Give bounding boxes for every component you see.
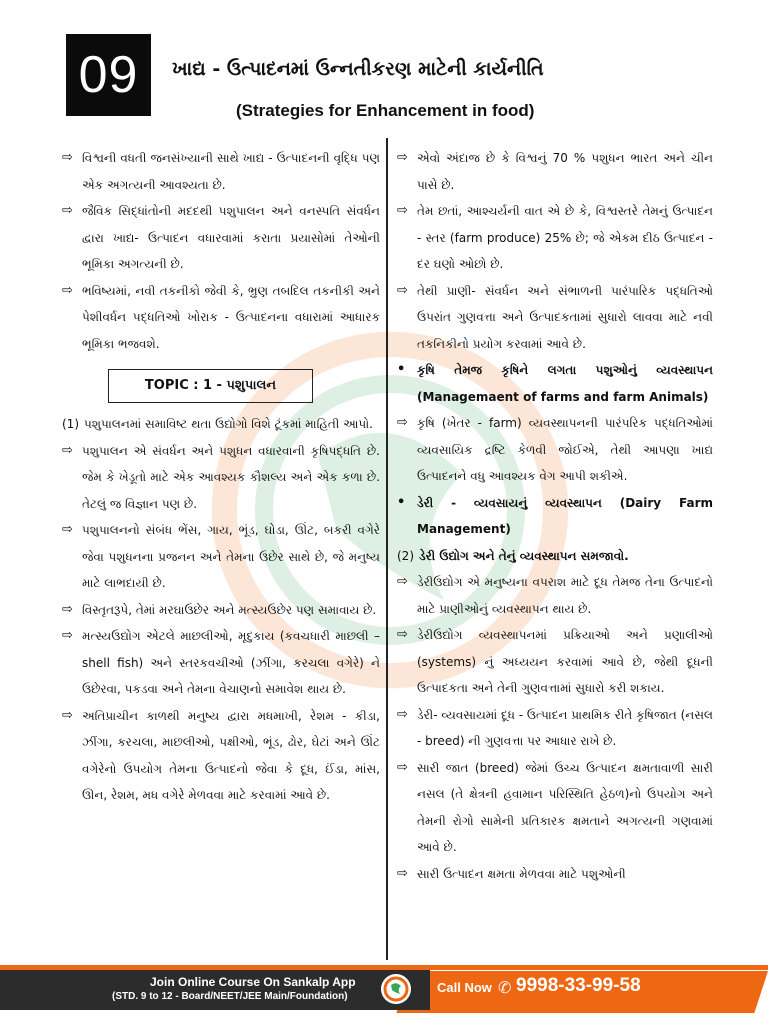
footer-banner [0,965,768,1024]
arrow-right-icon: ⇨ [397,627,408,642]
arrow-right-icon: ⇨ [62,522,73,537]
call-now-label: Call Now [437,980,492,995]
question-text: પશુપાલનમાં સમાવિષ્ટ થતા ઉદ્યોગો વિશે ટૂંકમાં માહિતી આપો. [84,417,373,431]
question-heading [62,411,380,438]
chapter-number: 09 [66,34,151,116]
footer-promo-subtext: (STD. 9 to 12 - Board/NEET/JEE Main/Foundation) [112,991,348,1002]
list-item: ⇨ સારી જાત (breed) જેમાં ઉચ્ચ ઉત્પાદન ક્ષમતાવાળી સારી નસલ (તે ક્ષેત્રની હવામાન પરિસ્થિતિ હેઠળ)નો ઉપયોગ અને તેમની રોગો સામેની પ્રતિકારક ક્ષમતાને અગત્યની ગણવામાં આવે છે. [397,755,713,861]
list-item: ⇨ જૈવિક સિદ્ધાંતોની મદદથી પશુપાલન અને વનસ્પતિ સંવર્ધન દ્વારા ખાદ્ય- ઉત્પાદન વધારવામાં કરાતા પ્રયાસોમાં તેઓની ભૂમિકા અગત્યની છે. [62,198,380,278]
list-item: ⇨ તેમ છતાં, આશ્ચર્યની વાત એ છે કે, વિશ્વસ્તરે તેમનું ઉત્પાદન - સ્તર (farm produce) 25% છે; જે એકમ દીઠ ઉત્પાદન - દર ઘણો ઓછો છે. [397,198,713,278]
chapter-subtitle: (Strategies for Enhancement in food) [236,101,535,120]
arrow-right-icon: ⇨ [397,150,408,165]
right-column [397,145,713,887]
sankalp-logo-icon [380,973,412,1005]
list-item: ⇨ ડેરીઉદ્યોગ વ્યવસ્થાપનમાં પ્રક્રિયાઓ અને પ્રણાલીઓ (systems) નું અધ્યયન કરવામાં આવે છે, જેથી દૂધની ઉત્પાદકતા અને તેની ગુણવત્તામાં સુધારો કરી શકાય. [397,622,713,702]
topic-heading: TOPIC : 1 - પશુપાલન [108,369,313,403]
list-item: ⇨ પશુપાલનનો સંબંધ ભેંસ, ગાય, ભૂંડ, ઘોડા, ઊંટ, બકરી વગેરે જેવા પશુધનના પ્રજનન અને તેમના ઉછેર સાથે છે, જે મનુષ્ય માટે લાભદાયી છે. [62,517,380,597]
list-item: ⇨ વિસ્તૃતરૂપે, તેમાં મરઘાઉછેર અને મત્સ્યઉછેર પણ સમાવાય છે. [62,597,380,624]
section-heading: • કૃષિ તેમજ કૃષિને લગતા પશુઓનું વ્યવસ્થાપન (Managemaent of farms and farm Animals) [397,357,713,410]
arrow-right-icon: ⇨ [62,601,73,617]
arrow-right-icon: ⇨ [62,442,73,458]
question-heading [397,543,713,570]
arrow-right-icon: ⇨ [397,415,408,430]
arrow-right-icon: ⇨ [62,282,73,298]
bullet-dot-icon: • [397,494,406,510]
list-item: ⇨ સારી ઉત્પાદન ક્ષમતા મેળવવા માટે પશુઓની [397,861,713,888]
bullet-dot-icon: • [397,362,406,377]
phone-number[interactable]: 9998-33-99-58 [516,975,641,996]
list-item: ⇨ મત્સ્યઉદ્યોગ એટલે માછલીઓ, મૃદુકાય (કવચધારી માછલી – shell fish) અને સ્તરકવચીઓ (ઝીંગા, કરચલા વગેરે) ને ઉછેરવા, પકડવા અને તેમના વેચાણનો સમાવેશ થાય છે. [62,623,380,703]
list-item: ⇨ કૃષિ (ખેતર - farm) વ્યવસ્થાપનની પારંપરિક પદ્ધતિઓમાં વ્યવસાયિક દ્રષ્ટિ કેળવી જોઈએ, તેથી આપણા ખાદ્ય ઉત્પાદનને વધુ આવશ્યક વેગ આપી શકીએ. [397,410,713,490]
list-item: ⇨ ભવિષ્યમાં, નવી તકનીકો જેવી કે, ભ્રુણ તબદિલ તકનીકી અને પેશીવર્ધન પદ્ધતિઓ ખોરાક - ઉત્પાદનના વધારામાં આધારક ભૂમિકા ભજવશે. [62,278,380,358]
arrow-right-icon: ⇨ [62,150,73,165]
arrow-right-icon: ⇨ [62,203,73,218]
arrow-right-icon: ⇨ [62,707,73,723]
arrow-right-icon: ⇨ [397,759,408,775]
list-item: ⇨ તેથી પ્રાણી- સંવર્ધન અને સંભાળની પારંપારિક પદ્ધતિઓ ઉપરાંત ગુણવત્તા અને ઉત્પાદકતામાં સુધારો લાવવા માટે નવી તકનિકીનો પ્રયોગ કરવામાં આવે છે. [397,278,713,358]
list-item: ⇨ ડેરી- વ્યવસાયમાં દૂધ - ઉત્પાદન પ્રાથમિક રીતે કૃષિજાત (નસલ - breed) ની ગુણવત્તા પર આધાર રાખે છે. [397,702,713,755]
left-column [62,145,380,809]
arrow-right-icon: ⇨ [397,574,408,589]
question-number: (1) [62,417,79,431]
section-heading: • ડેરી - વ્યવસાયનું વ્યવસ્થાપન (Dairy Farm Management) [397,490,713,543]
arrow-right-icon: ⇨ [62,628,73,643]
column-divider [386,138,388,960]
footer-promo-text[interactable]: Join Online Course On Sankalp App [150,975,356,989]
phone-icon: ✆ [498,978,512,997]
question-number: (2) [397,548,414,563]
list-item: ⇨ અતિપ્રાચીન કાળથી મનુષ્ય દ્વારા મધમાખી, રેશમ - કીડા, ઝીંગા, કરચલા, માછલીઓ, પક્ષીઓ, ભૂંડ, ઢોર, ઘેટાં અને ઊંટ વગેરેનો ઉપયોગ તેમના ઉત્પાદનો જેવા કે દૂધ, ઈંડા, માંસ, ઊન, રેશમ, મધ વગેરે મેળવવા માટે કરવામાં આવે છે. [62,703,380,809]
list-item: ⇨ ડેરીઉદ્યોગ એ મનુષ્યના વપરાશ માટે દૂધ તેમજ તેના ઉત્પાદનો માટે પ્રાણીઓનું વ્યવસ્થાપન થાય છે. [397,569,713,622]
question-text: ડેરી ઉદ્યોગ અને તેનું વ્યવસ્થાપન સમજાવો. [419,548,629,563]
chapter-title: ખાદ્ય - ઉત્પાદનમાં ઉન્નતીકરણ માટેની કાર્યનીતિ [172,58,544,80]
list-item: ⇨ વિશ્વની વધતી જનસંખ્યાની સાથે ખાદ્ય - ઉત્પાદનની વૃદ્ધિ પણ એક અગત્યની આવશ્યતા છે. [62,145,380,198]
arrow-right-icon: ⇨ [397,282,408,298]
list-item: ⇨ પશુપાલન એ સંવર્ધન અને પશુધન વધારવાની કૃષિપદ્ધતિ છે. જેમ કે ખેડૂતો માટે એક આવશ્યક કૌશલ્ય અને એક કળા છે. તેટલું જ વિજ્ઞાન પણ છે. [62,438,380,518]
arrow-right-icon: ⇨ [397,706,408,722]
list-item: ⇨ એવો અંદાજ છે કે વિશ્વનું 70 % પશુધન ભારત અને ચીન પાસે છે. [397,145,713,198]
arrow-right-icon: ⇨ [397,865,408,881]
arrow-right-icon: ⇨ [397,203,408,218]
